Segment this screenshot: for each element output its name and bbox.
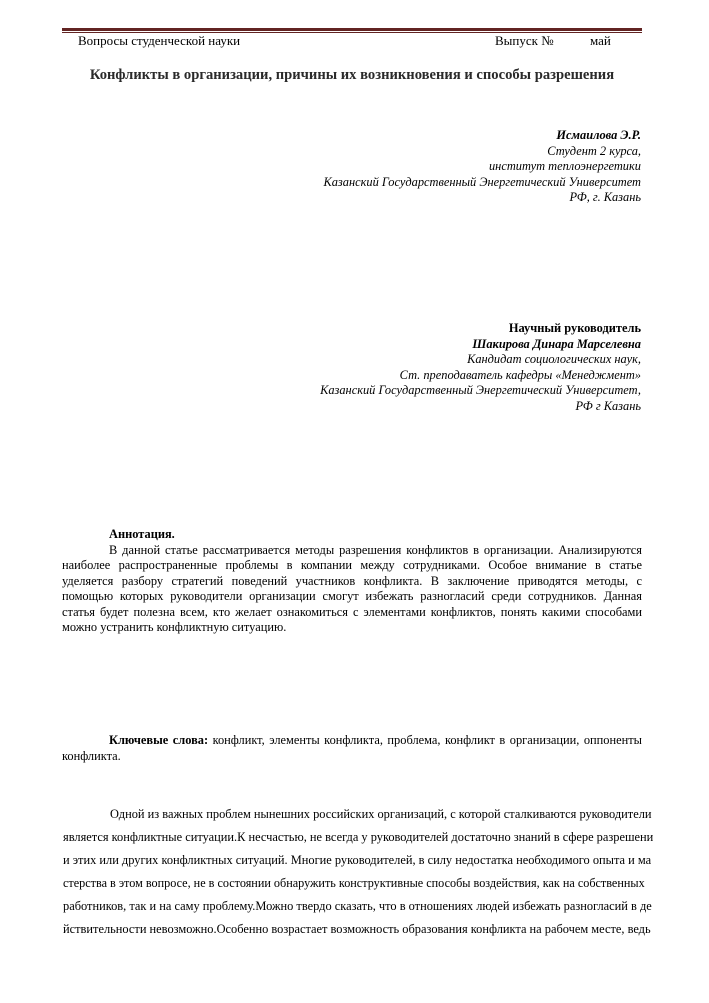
author-info-line: Казанский Государственный Энергетический Университет [323,174,641,189]
supervisor-info-line: РФ г Казань [575,398,641,413]
abstract-text: В данной статье рассматривается методы разрешения конфликтов в организации. Анализируются наиболее распространенные проблемы в компании между сотрудниками. Особое внимание в статье уделяется разбору стратегий поведений участников конфликта. В заключение приводятся методы, с помощью которых руководители организации смогут избежать разногласий среди сотрудников. Данная статья будет полезна всем, кто желает ознакомиться с элементами конфликтов, понять какими способами можно устранить конфликтную ситуацию. [62,542,642,634]
supervisor-label: Научный руководитель [508,321,641,335]
supervisor-info-line: Ст. преподаватель кафедры «Менеджмент» [399,367,641,382]
body-line: и этих или других конфликтных ситуаций. Многие руководителей, в силу недостатка необходимого опыта и ма [63,853,652,867]
issue-month: май [590,33,611,48]
author-info-line: Студент 2 курса, [547,143,641,158]
supervisor-name: Шакирова Динара Марселевна [472,336,641,351]
body-line: йствительности невозможно.Особенно возрастает возможность образования конфликта на рабочем месте, ведь [63,922,651,936]
body-line: стерства в этом вопросе, не в состоянии обнаружить конструктивные способы воздействия, как на собственных [63,876,645,890]
body-line: является конфликтные ситуации.К несчастью, не всегда у руководителей достаточно знаний в сфере разрешени [63,830,654,844]
author-name: Исмаилова Э.Р. [556,128,641,142]
keywords-section [62,733,642,764]
author-block [324,128,642,206]
issue-number: Выпуск № [495,33,554,48]
keywords-label: Ключевые слова: [109,733,209,747]
keywords-text: конфликт, элементы конфликта, проблема, конфликт в организации, оппоненты конфликта. [62,733,642,763]
supervisor-info-line: Кандидат социологических наук, [467,352,641,366]
author-info-line: институт теплоэнергетики [488,159,641,173]
article-title: Конфликты в организации, причины их возникновения и способы разрешения [89,67,615,83]
supervisor-block [320,321,641,414]
abstract-section [62,527,642,636]
body-paragraph [63,803,653,941]
abstract-heading: Аннотация. [109,527,175,541]
body-line: работников, так и на саму проблему.Можно твердо сказать, что в отношениях людей избежать разногласий в де [63,899,652,913]
header-rule-thick [62,28,642,31]
author-info-line: РФ, г. Казань [569,190,641,204]
journal-name: Вопросы студенческой науки [78,33,241,48]
supervisor-info-line: Казанский Государственный Энергетический Университет, [320,383,641,397]
body-line: Одной из важных проблем нынешних российских организаций, с которой сталкиваются руководители [110,807,652,821]
